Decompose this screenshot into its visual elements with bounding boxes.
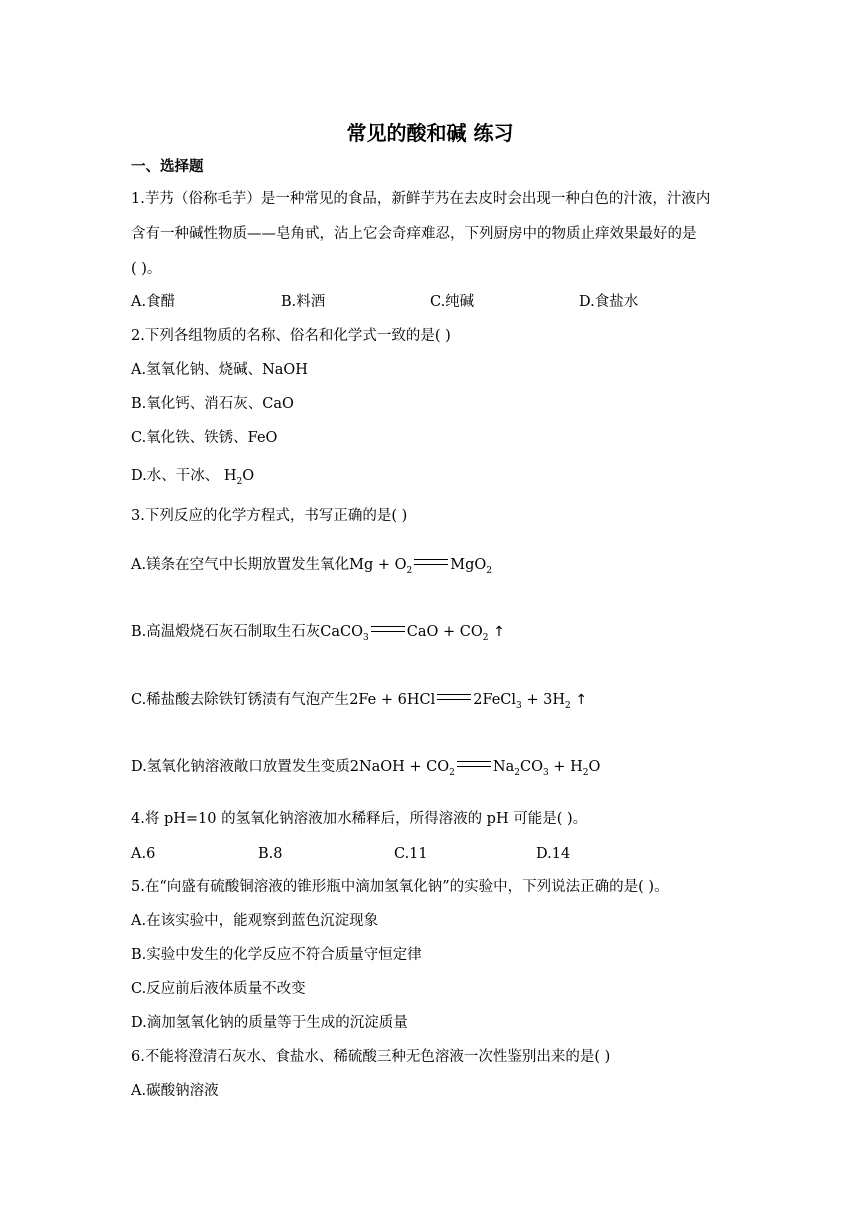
q5-stem: 5.在“向盛有硫酸铜溶液的锥形瓶中滴加氢氧化钠”的实验中，下列说法正确的是( )。 xyxy=(131,879,669,895)
q4-option-c: C.11 xyxy=(394,846,428,862)
q2-d-sub: 2 xyxy=(236,477,243,487)
q5-option-c: C.反应前后液体质量不改变 xyxy=(131,981,306,997)
q3-option-b xyxy=(131,623,505,641)
q1-line3: ( )。 xyxy=(131,261,162,277)
q4-stem: 4.将 pH=10 的氢氧化钠溶液加水稀释后，所得溶液的 pH 可能是( )。 xyxy=(131,811,588,827)
q1-option-a: A.食醋 xyxy=(131,294,176,310)
q3-c-text: C.稀盐酸去除铁钉锈渍有气泡产生 xyxy=(131,692,350,708)
q3-d-equation: 2NaOH + $CO_2$ $Na_2CO_3 + H_2O$ xyxy=(349,759,601,778)
q4-option-d: D.14 xyxy=(536,846,571,862)
q3-a-text: A.镁条在空气中长期放置发生氧化 xyxy=(131,557,350,573)
page-title: 常见的酸和碱 练习 xyxy=(346,121,514,145)
q3-b-equation: CaCO$_3$ CaO + $CO_2$ ↑ xyxy=(320,624,505,643)
q3-option-a xyxy=(131,556,492,574)
q3-b-text: B.高温煅烧石灰石制取生石灰 xyxy=(131,624,321,640)
q2-d-suffix: O xyxy=(242,468,255,484)
q3-option-d xyxy=(131,758,600,776)
q2-option-d xyxy=(131,467,254,485)
q3-option-c xyxy=(131,691,587,709)
q3-stem: 3.下列反应的化学方程式，书写正确的是( ) xyxy=(131,508,408,524)
q2-stem: 2.下列各组物质的名称、俗名和化学式一致的是( ) xyxy=(131,328,451,344)
q3-d-text: D.氢氧化钠溶液敞口放置发生变质 xyxy=(131,759,350,775)
q2-option-a: A.氢氧化钠、烧碱、NaOH xyxy=(131,362,308,378)
q6-stem: 6.不能将澄清石灰水、食盐水、稀硫酸三种无色溶液一次性鉴别出来的是( ) xyxy=(131,1049,611,1065)
q2-option-b: B.氧化钙、消石灰、CaO xyxy=(131,396,294,412)
q5-option-a: A.在该实验中，能观察到蓝色沉淀现象 xyxy=(131,913,379,929)
q3-c-equation: 2Fe + 6HCl 2FeCl$_3$ + $3H_2$ ↑ xyxy=(349,692,588,711)
q1-line1: 1.芋艿（俗称毛芋）是一种常见的食品，新鲜芋艿在去皮时会出现一种白色的汁液，汁液内 xyxy=(131,191,711,207)
section-heading: 一、选择题 xyxy=(131,158,204,175)
q1-option-c: C.纯碱 xyxy=(430,294,475,310)
q5-option-b: B.实验中发生的化学反应不符合质量守恒定律 xyxy=(131,947,422,963)
q2-d-prefix: D.水、干冰、 H xyxy=(131,468,237,484)
q1-line2: 含有一种碱性物质——皂角甙，沾上它会奇痒难忍，下列厨房中的物质止痒效果最好的是 xyxy=(131,226,697,242)
q6-option-a: A.碳酸钠溶液 xyxy=(131,1083,219,1099)
q3-a-equation: $Mg + O_2$ MgO$_2$ xyxy=(349,557,492,576)
q2-option-c: C.氧化铁、铁锈、FeO xyxy=(131,430,278,446)
q1-option-d: D.食盐水 xyxy=(579,294,639,310)
q5-option-d: D.滴加氢氧化钠的质量等于生成的沉淀质量 xyxy=(131,1015,408,1031)
q4-option-a: A.6 xyxy=(131,846,156,862)
q1-option-b: B.料酒 xyxy=(281,294,326,310)
q4-option-b: B.8 xyxy=(258,846,283,862)
